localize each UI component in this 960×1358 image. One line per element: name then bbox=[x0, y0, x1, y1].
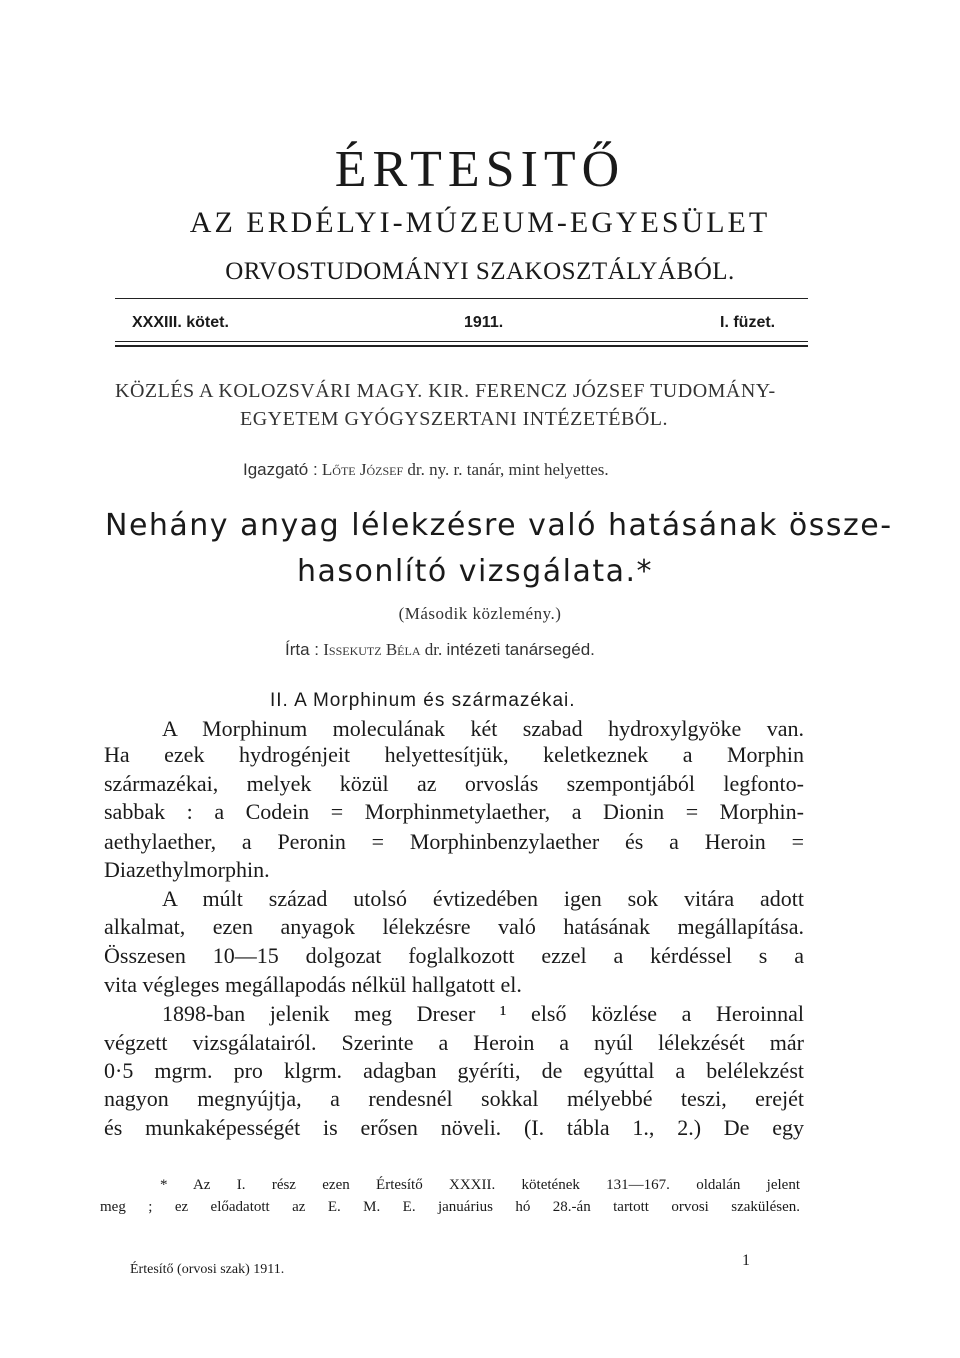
header-rule-bottom-thick bbox=[115, 345, 808, 347]
body-line: A Morphinum moleculának két szabad hydroxylgyöke van. bbox=[162, 716, 804, 741]
communication-number: (Második közlemény.) bbox=[398, 604, 562, 623]
body-line: Összesen 10—15 dolgozat foglalkozott ezzel a kérdéssel s a bbox=[104, 943, 804, 968]
header-rule-bottom bbox=[115, 341, 808, 342]
director-line bbox=[243, 460, 609, 480]
journal-title: ÉRTESITŐ bbox=[334, 141, 626, 198]
footnote-line-1: * Az I. rész ezen Értesítő XXXII. kötetének 131—167. oldalán jelent bbox=[160, 1177, 800, 1193]
author-label: Írta : bbox=[285, 640, 320, 659]
journal-section: ORVOSTUDOMÁNYI SZAKOSZTÁLYÁBÓL. bbox=[225, 258, 735, 285]
section-heading: II. A Morphinum és származékai. bbox=[270, 690, 576, 711]
director-label: Igazgató : bbox=[243, 460, 318, 479]
director-name: Lőte József bbox=[321, 460, 404, 479]
director-role: dr. ny. r. tanár, mint helyettes. bbox=[407, 460, 609, 479]
body-line: végzett vizsgálatairól. Szerinte a Heroin a nyúl lélekzését már bbox=[104, 1030, 804, 1055]
author-line bbox=[285, 640, 595, 660]
header-rule-top bbox=[115, 298, 808, 299]
page-number: 1 bbox=[742, 1252, 750, 1269]
body-line: nagyon megnyújtja, a rendesnél sokkal mélyebbé teszi, erejét bbox=[104, 1086, 804, 1111]
issue-label: I. füzet. bbox=[720, 314, 776, 331]
author-name: Issekutz Béla bbox=[323, 640, 421, 659]
author-title: dr. bbox=[424, 640, 443, 659]
article-title-line-1: Nehány anyag lélekzésre való hatásának össze- bbox=[105, 508, 893, 543]
body-line: származékai, melyek közül az orvoslás szempontjából legfonto- bbox=[104, 771, 804, 796]
body-line: sabbak : a Codein = Morphinmetylaether, a Dionin = Morphin- bbox=[104, 799, 804, 824]
author-role: intézeti tanársegéd. bbox=[446, 640, 595, 659]
body-line: aethylaether, a Peronin = Morphinbenzylaether és a Heroin = bbox=[104, 829, 804, 854]
body-line: A múlt század utolsó évtizedében igen sok vitára adott bbox=[162, 886, 804, 911]
year-label: 1911. bbox=[464, 314, 504, 331]
body-line: alkalmat, ezen anyagok lélekzésre való hatásának megállapítása. bbox=[104, 914, 804, 939]
volume-label: XXXIII. kötet. bbox=[132, 314, 229, 331]
institute-line-2: EGYETEM GYÓGYSZERTANI INTÉZETÉBŐL. bbox=[240, 408, 669, 430]
body-line: és munkaképességét is erősen növeli. (I. tábla 1., 2.) De egy bbox=[104, 1115, 804, 1140]
article-title-line-2: hasonlító vizsgálata.* bbox=[297, 554, 654, 589]
body-line: Diazethylmorphin. bbox=[104, 857, 270, 882]
body-line: Ha ezek hydrogénjeit helyettesítjük, keletkeznek a Morphin bbox=[104, 742, 804, 767]
body-line: 1898-ban jelenik meg Dreser ¹ első közlése a Heroinnal bbox=[162, 1001, 804, 1026]
page-footer-source: Értesítő (orvosi szak) 1911. bbox=[130, 1262, 285, 1277]
footnote-line-2: meg ; ez előadatott az E. M. E. januárius hó 28.-án tartott orvosi szakülésen. bbox=[100, 1199, 800, 1215]
body-line: 0·5 mgrm. pro klgrm. adagban gyéríti, de egyúttal a belélekzést bbox=[104, 1058, 804, 1083]
institute-line-1: KÖZLÉS A KOLOZSVÁRI MAGY. KIR. FERENCZ JÓZSEF TUDOMÁNY- bbox=[115, 380, 776, 402]
journal-subtitle: AZ ERDÉLYI-MÚZEUM-EGYESÜLET bbox=[189, 206, 771, 239]
body-line: vita végleges megállapodás nélkül hallgatott el. bbox=[104, 972, 522, 997]
